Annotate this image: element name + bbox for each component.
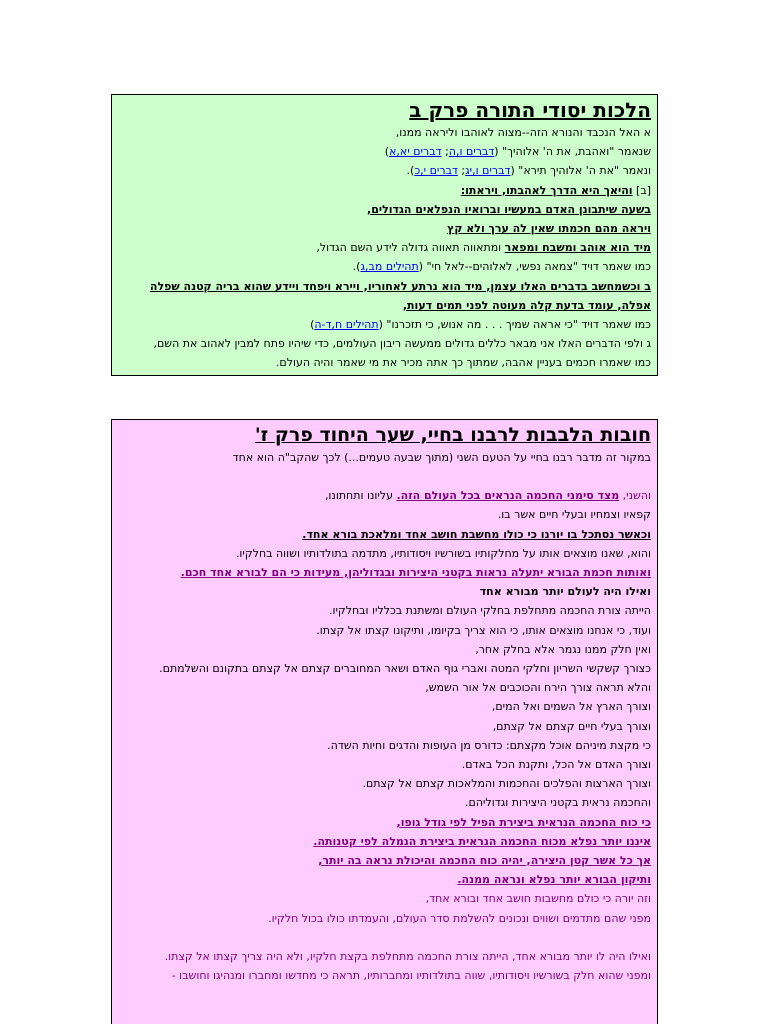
text-span: ומתאווה תאווה גדולה לידע השם הגדול, — [316, 241, 505, 255]
source-link[interactable]: דברים יא,א — [389, 145, 442, 159]
blank-line — [118, 928, 651, 947]
text-line: והחכמה נראית בקטני היצירות וגדוליהם. — [465, 796, 651, 810]
text-span: והשני, — [619, 489, 651, 503]
emphasis-line: אפלה, עומד בדעת קלה מעוטה לפני תמים דעות, — [402, 298, 651, 312]
section-title: הלכות יסודי התורה פרק ב — [409, 98, 651, 122]
text-line: כצורך קשקשי השריון וחלקי המטה ואברי גוף האדם ושאר המחוברים קצתם אל קצתם בתקונם והשלמתם. — [159, 662, 651, 676]
text-line — [118, 315, 651, 334]
text-line: וצורך בעלי חיים קצתם אל קצתם, — [492, 719, 651, 733]
text-span: שנאמר "ואהבת, את ה' אלוהיך" ( — [494, 145, 651, 159]
emphasis-line: וכאשר נסתכל בו יורנו כי כולו מחשבת חושב אחד ומלאכת בורא אחד. — [302, 527, 651, 541]
emphasis-text: מצד סימני החכמה הנראים בכל העולם הזה. — [396, 489, 620, 503]
emphasis-text: מיד הוא אוהב ומשבח ומפאר — [504, 241, 651, 255]
text-line: כמו שאמרו חכמים בעניין אהבה, שמתוך כך אתה מכיר את מי שאמר והיה העולם. — [275, 356, 651, 370]
text-line: ג ולפי הדברים האלו אני מבאר כללים גדולים ממעשה ריבון העולמים, כדי שיהיו פתח למבין לאהוב את השם, — [153, 337, 651, 351]
text-line: והוא, שאנו מוצאים אותו על מחלקותיו בשורשיו ויסודותיו, מתדמה בתולדותיו ושווה בחלקיו. — [235, 546, 651, 560]
source-link[interactable]: תהילים מב,ג — [360, 260, 419, 274]
emphasis-line: ויראה מהם חכמתו שאין לה ערך ולא קץ — [447, 222, 651, 236]
text-span: כמו שאמר דויד "צמאה נפשי, לאלוהים--לאל חי" ( — [418, 260, 651, 274]
separator: ; — [441, 145, 449, 159]
text-line: ואין חלק ממנו נגמר אלא בחלק אחר, — [475, 642, 651, 656]
emphasis-line: אך כל אשר קטן היצירה, יהיה כוח החכמה והיכולת נראה בה יותר, — [318, 854, 651, 868]
text-line — [118, 161, 651, 180]
text-span: ונאמר "את ה' אלוהיך תירא" ( — [510, 164, 651, 178]
emphasis-text: והיאך היא הדרך לאהבתו, ויראתו: — [460, 183, 633, 197]
emphasis-line: ותיקון הבורא יותר נפלא ונראה ממנה. — [457, 873, 651, 887]
rambam-section — [111, 94, 658, 376]
emphasis-line: בשעה שיתבונן האדם במעשיו וברואיו הנפלאים הגדולים, — [367, 202, 651, 216]
text-span: ). — [406, 164, 415, 178]
text-line: ואילו היה לו יותר מבורא אחד, הייתה צורת החכמה מתחלפת בקצת חלקיו, ולא היה צריך קצתו אל קצתו. — [164, 949, 651, 963]
text-line — [118, 181, 651, 200]
text-span: עליונו ותחתונו, — [324, 489, 397, 503]
text-line: קפאיו וצמחיו ובעלי חיים אשר בו. — [497, 508, 651, 522]
text-span: ) — [384, 145, 390, 159]
emphasis-line: ב וכשמחשב בדברים האלו עצמן, מיד הוא נרתע לאחוריו, ויירא ויפחד ויידע שהוא בריה קטנה שפלה — [149, 279, 651, 293]
text-line: א האל הנכבד והנורא הזה--מצוה לאוהבו וליראה ממנו, — [395, 126, 651, 139]
text-line — [118, 238, 651, 257]
emphasis-line: איננו יותר נפלא מכוח החכמה הנראית ביצירת הנמלה לפי קטנותה. — [313, 834, 651, 848]
text-line — [118, 257, 651, 276]
text-line: ועוד, כי אנחנו מוצאים אותו, כי הוא צריך בקיומו, ותיקונו קצתו אל קצתו. — [316, 623, 651, 637]
text-line: וזה יורה כי כולם מחשבות חושב אחד ובורא אחד, — [425, 892, 651, 906]
text-span: [ב] — [632, 183, 651, 197]
emphasis-line: ואותות חכמת הבורא יתעלה נראות בקטני היצירות ובגדוליהן, מעידות כי הם לבורא אחד חכם. — [180, 566, 651, 580]
intro-line: במקור זה מדבר רבנו בחיי על הטעם השני (מתוך שבעה טעמים...) לכך שהקב"ה הוא אחד — [232, 451, 651, 464]
chovot-halevavot-section — [111, 419, 658, 1024]
text-line: ומפני שהוא חלק בשורשיו ויסודותיו, שווה בתולדותיו ומחברותיו, תראה כי מחדשו ומחברו ומנהיגו וחושבו - — [171, 969, 651, 983]
text-line — [118, 142, 651, 161]
source-link[interactable]: תהילים ח,ד-ה — [314, 318, 379, 332]
emphasis-line: כי כוח החכמה הנראית ביצירת הפיל לפי גודל גופו, — [396, 815, 651, 829]
source-link[interactable]: דברים ו,ה — [448, 145, 495, 159]
blank-line — [118, 467, 651, 486]
text-line: כי מקצת מיניהם אוכל מקצתם: כדורס מן העופות והדגים וחיות השדה. — [327, 738, 651, 752]
section-title: חובות הלבבות לרבנו בחיי, שער היחוד פרק ז' — [254, 424, 651, 446]
text-line: הייתה צורת החכמה מתחלפת בחלקי העולם ומשתנת בכלליו ובחלקיו. — [328, 604, 651, 618]
emphasis-line: ואילו היה לעולם יותר מבורא אחד — [479, 585, 651, 599]
text-line: מפני שהם מתדמים ושווים ונכונים להשלמת סדר העולם, והעמדתו כולו בכול חלקיו. — [268, 911, 651, 925]
separator: ; — [457, 164, 466, 178]
source-link[interactable]: דברים ו,יג — [465, 164, 511, 178]
text-span: כמו שאמר דויד "כי אראה שמיך . . . מה אנוש, כי תזכרנו" ( — [378, 318, 651, 332]
text-line — [118, 486, 651, 505]
text-line: וצורך האדם אל הכל, ותקנת הכל באדם. — [461, 758, 651, 772]
text-span: ). — [352, 260, 361, 274]
text-line: והלא תראה צורך הירח והכוכבים אל אור השמש, — [425, 681, 651, 695]
text-line: וצורך הארצות והפלכים והחכמות והמלאכות קצתם אל קצתם. — [362, 777, 651, 791]
text-span: ) — [310, 318, 315, 332]
source-link[interactable]: דברים י,כ — [414, 164, 458, 178]
text-line: וצורך הארץ אל השמים ואל המים, — [491, 700, 651, 714]
